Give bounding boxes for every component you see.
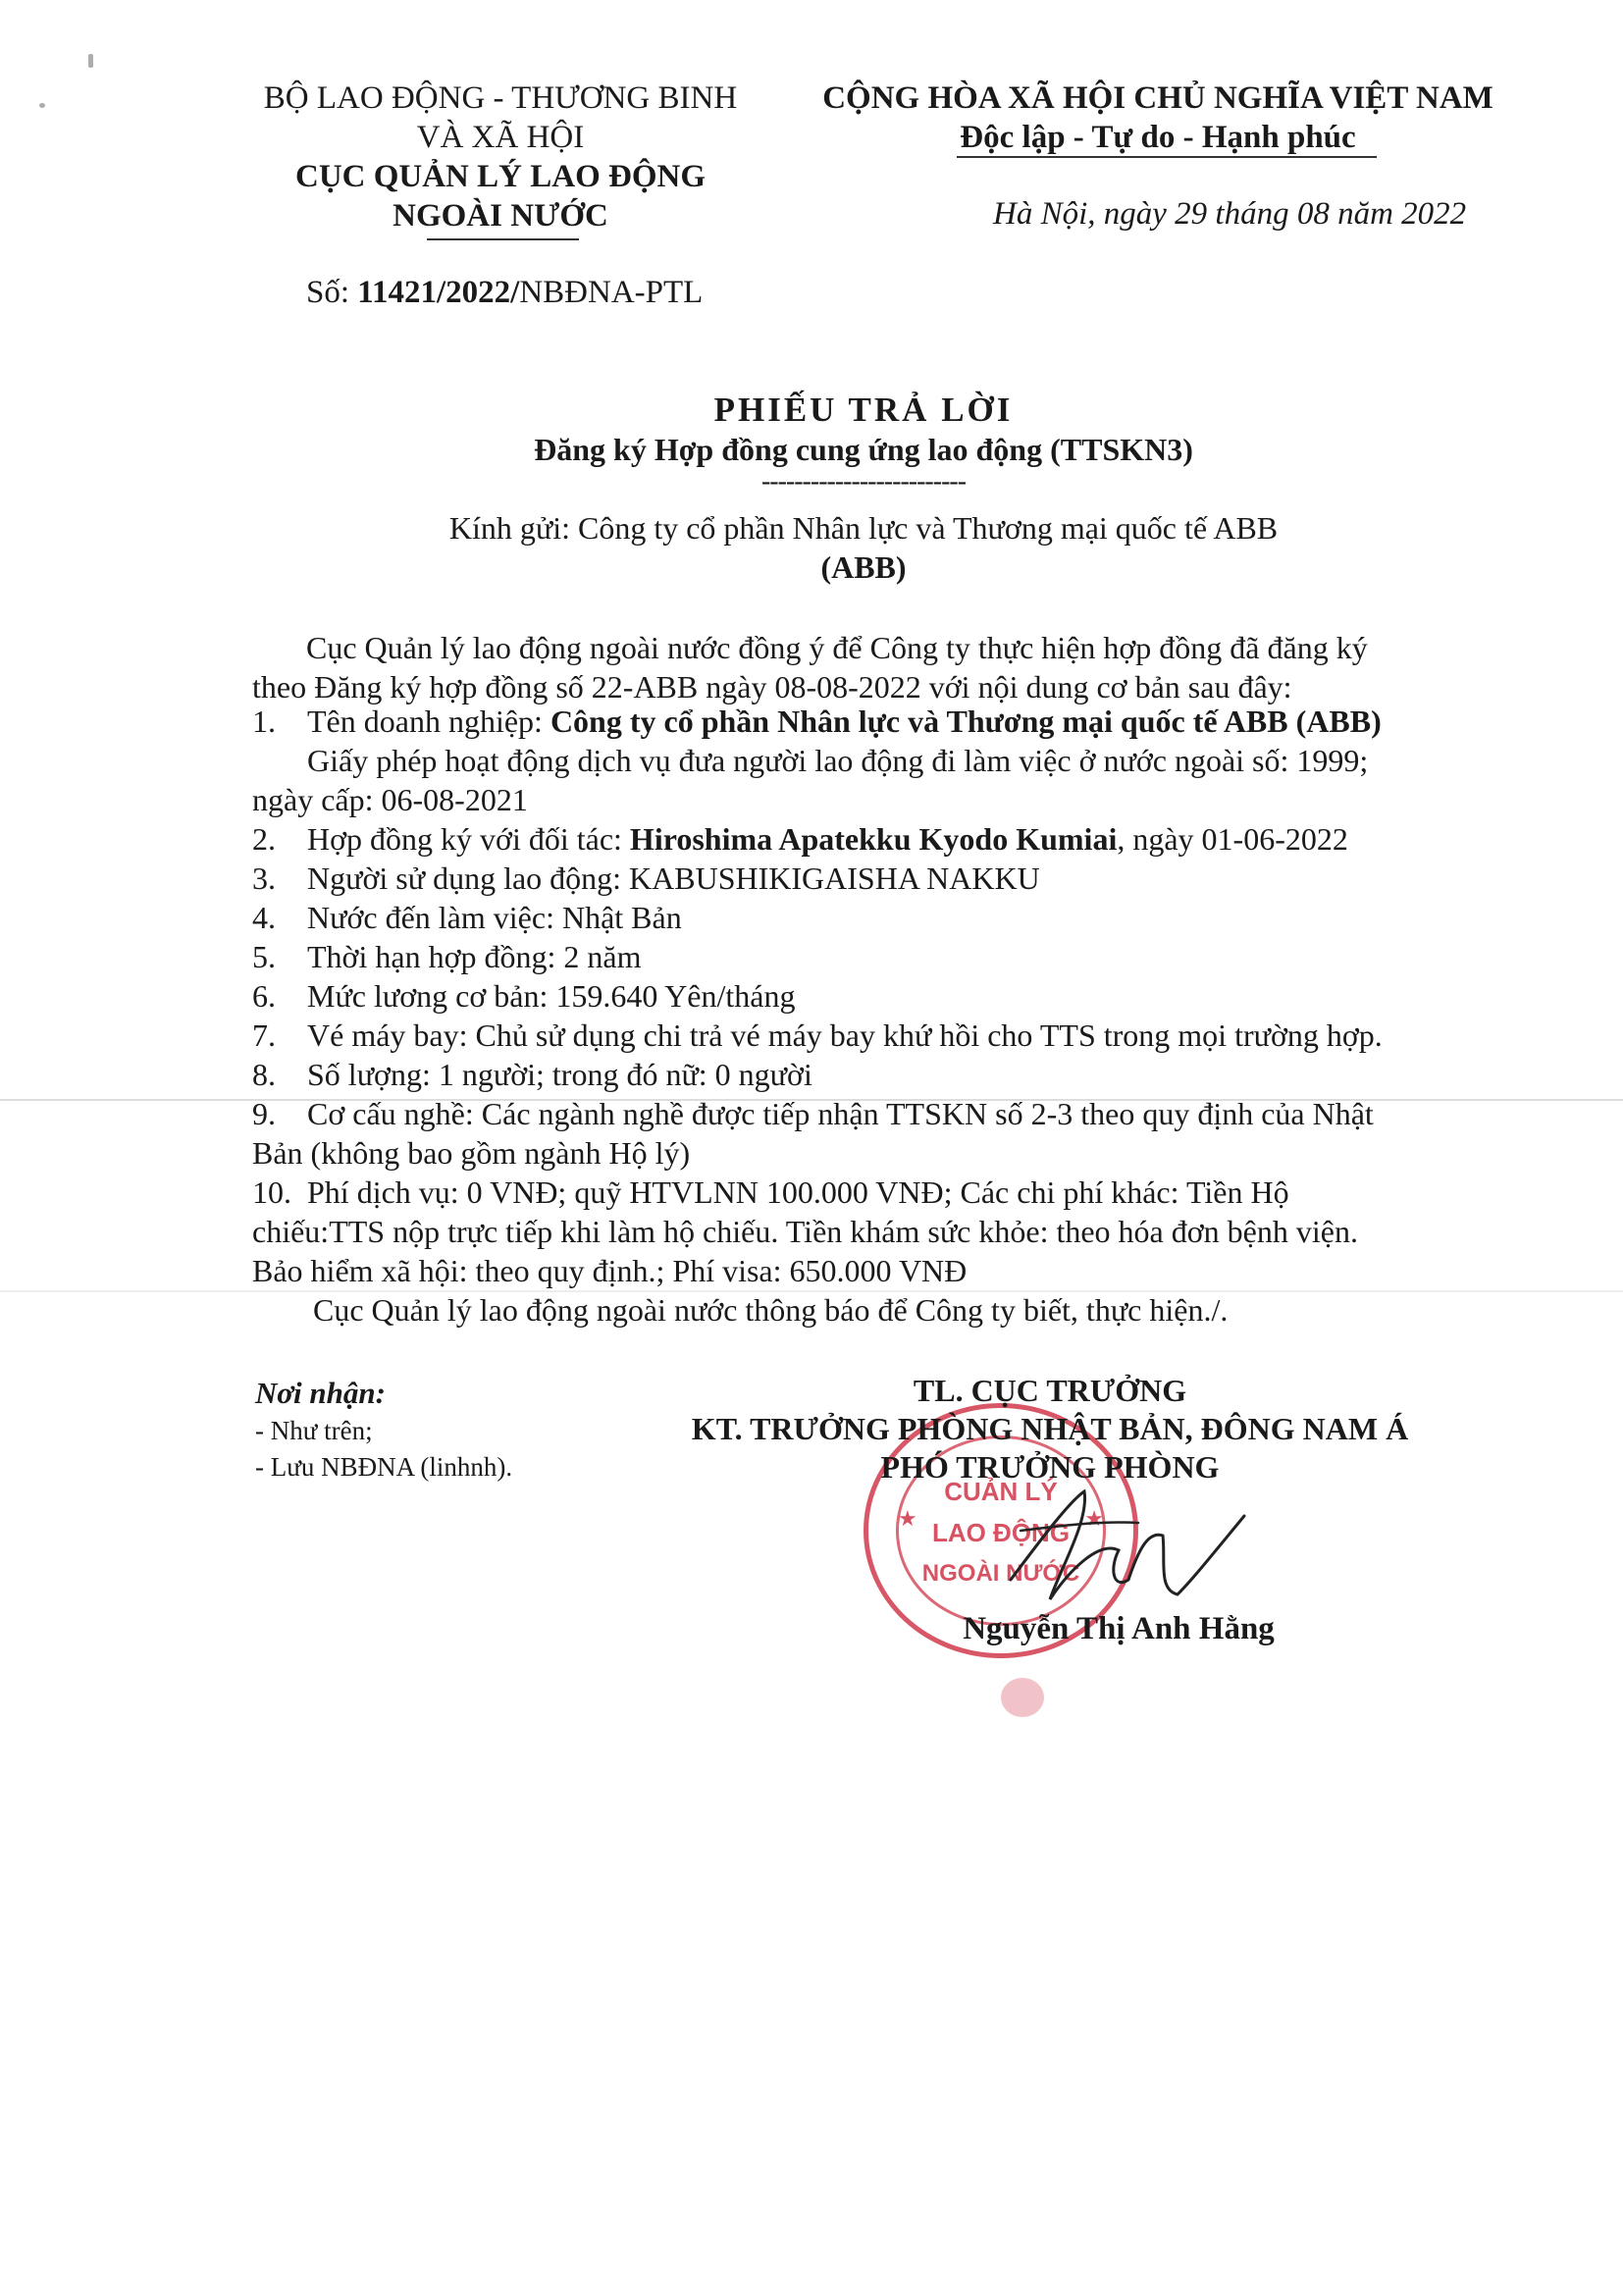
document-number-prefix: Số: — [306, 275, 358, 310]
seal-text-line3: NGOÀI NƯỚC — [921, 1560, 1080, 1587]
license-line1: Giấy phép hoạt động dịch vụ đưa người lao động đi làm việc ở nước ngoài số: 1999; — [307, 743, 1369, 778]
item-label: Tên doanh nghiệp: — [307, 704, 550, 739]
list-item — [252, 1016, 1489, 1055]
list-item — [252, 898, 1489, 937]
item-number: 5. — [252, 939, 276, 974]
recipient-block — [334, 508, 1393, 587]
seal-star-icon: ★ — [1084, 1506, 1104, 1531]
document-number-bold: 11421/2022/ — [357, 275, 520, 310]
fees-line3: Bảo hiểm xã hội: theo quy định.; Phí visa: 650.000 VNĐ — [252, 1253, 968, 1288]
document-number — [306, 273, 777, 312]
national-header — [805, 78, 1511, 157]
employer: Người sử dụng lao động: KABUSHIKIGAISHA NAKKU — [307, 861, 1040, 896]
seal-text-line2: LAO ĐỘNG — [931, 1518, 1071, 1547]
title-divider: ------------------------- — [760, 466, 967, 496]
issue-date: Hà Nội, ngày 29 tháng 08 năm 2022 — [993, 196, 1467, 232]
recipient-item: - Lưu NBĐNA (linhnh). — [255, 1452, 513, 1482]
destination-country: Nước đến làm việc: Nhật Bản — [307, 900, 682, 935]
scan-speck — [88, 54, 93, 68]
seal-star-icon: ★ — [898, 1506, 917, 1531]
closing-statement: Cục Quản lý lao động ngoài nước thông báo để Công ty biết, thực hiện./. — [313, 1292, 1229, 1328]
country-name: CỘNG HÒA XÃ HỘI CHỦ NGHĨA VIỆT NAM — [822, 80, 1493, 116]
list-item — [252, 1094, 1489, 1133]
scan-speck — [39, 103, 45, 108]
basic-salary: Mức lương cơ bản: 159.640 Yên/tháng — [307, 978, 796, 1014]
company-name: Công ty cổ phần Nhân lực và Thương mại quốc tế ABB (ABB) — [550, 704, 1382, 739]
document-subtitle: Đăng ký Hợp đồng cung ứng lao động (TTSKN3) — [534, 432, 1193, 467]
recipient-line1: Kính gửi: Công ty cổ phần Nhân lực và Thương mại quốc tế ABB — [448, 510, 1279, 546]
list-item — [252, 859, 1489, 898]
intro-line2: theo Đăng ký hợp đồng số 22-ABB ngày 08-08-2022 với nội dung cơ bản sau đây: — [252, 669, 1292, 704]
issuing-agency-header — [226, 78, 775, 235]
header-underline-left — [427, 238, 579, 240]
list-item — [252, 937, 1489, 976]
motto-underline — [957, 156, 1377, 158]
intro-line1: Cục Quản lý lao động ngoài nước đồng ý để Công ty thực hiện hợp đồng đã đăng ký — [306, 630, 1368, 665]
signature-authority-line1: TL. CỤC TRƯỞNG — [913, 1373, 1187, 1408]
item-number: 2. — [252, 821, 276, 857]
item-number: 6. — [252, 978, 276, 1014]
recipient-line2: (ABB) — [820, 549, 907, 585]
fees-line1: Phí dịch vụ: 0 VNĐ; quỹ HTVLNN 100.000 VNĐ; Các chi phí khác: Tiền Hộ — [307, 1174, 1289, 1210]
list-item — [252, 1055, 1489, 1094]
contract-details-list — [252, 702, 1489, 1330]
document-title: PHIẾU TRẢ LỜI — [713, 391, 1014, 429]
national-motto: Độc lập - Tự do - Hạnh phúc — [960, 120, 1356, 155]
list-item — [252, 819, 1489, 859]
signature-authority-line3: PHÓ TRƯỞNG PHÒNG — [880, 1449, 1220, 1485]
item-number: 3. — [252, 861, 276, 896]
document-number-suffix: NBĐNA-PTL — [519, 275, 704, 310]
recipients-heading: Nơi nhận: — [255, 1376, 386, 1410]
item-number: 7. — [252, 1018, 276, 1053]
department-name-line1: CỤC QUẢN LÝ LAO ĐỘNG — [294, 159, 706, 194]
license-line2: ngày cấp: 06-08-2021 — [252, 782, 528, 817]
contract-date: , ngày 01-06-2022 — [1117, 821, 1348, 857]
item-number: 9. — [252, 1096, 276, 1131]
seal-smudge — [1001, 1678, 1044, 1717]
partner-name: Hiroshima Apatekku Kyodo Kumiai — [629, 821, 1118, 857]
ministry-name-line2: VÀ XÃ HỘI — [416, 120, 585, 155]
signature-authority-line2: KT. TRƯỞNG PHÒNG NHẬT BẢN, ĐÔNG NAM Á — [691, 1411, 1409, 1446]
item-number: 4. — [252, 900, 276, 935]
item-number: 8. — [252, 1057, 276, 1092]
intro-paragraph — [252, 628, 1508, 706]
list-item — [252, 976, 1489, 1016]
recipient-item: - Như trên; — [255, 1416, 373, 1445]
contract-term: Thời hạn hợp đồng: 2 năm — [307, 939, 642, 974]
seal-text-line1: CUẢN LÝ — [944, 1477, 1058, 1506]
occupation-line2: Bản (không bao gồm ngành Hộ lý) — [252, 1135, 691, 1171]
airfare: Vé máy bay: Chủ sử dụng chi trả vé máy bay khứ hồi cho TTS trong mọi trường hợp. — [307, 1018, 1383, 1053]
ministry-name-line1: BỘ LAO ĐỘNG - THƯƠNG BINH — [263, 80, 738, 116]
item-label: Hợp đồng ký với đối tác: — [307, 821, 630, 857]
signer-name: Nguyễn Thị Anh Hằng — [963, 1611, 1275, 1646]
department-name-line2: NGOÀI NƯỚC — [393, 198, 608, 234]
quantity: Số lượng: 1 người; trong đó nữ: 0 người — [307, 1057, 812, 1092]
item-number: 1. — [252, 704, 276, 739]
list-item — [252, 702, 1489, 741]
item-number: 10. — [252, 1174, 291, 1210]
fees-line2: chiếu:TTS nộp trực tiếp khi làm hộ chiếu. Tiền khám sức khỏe: theo hóa đơn bệnh viện. — [252, 1214, 1358, 1249]
document-title-block — [412, 391, 1315, 495]
list-item — [252, 1173, 1489, 1212]
occupation-line1: Cơ cấu nghề: Các ngành nghề được tiếp nhận TTSKN số 2-3 theo quy định của Nhật — [307, 1096, 1374, 1131]
handwritten-signature — [991, 1462, 1266, 1629]
